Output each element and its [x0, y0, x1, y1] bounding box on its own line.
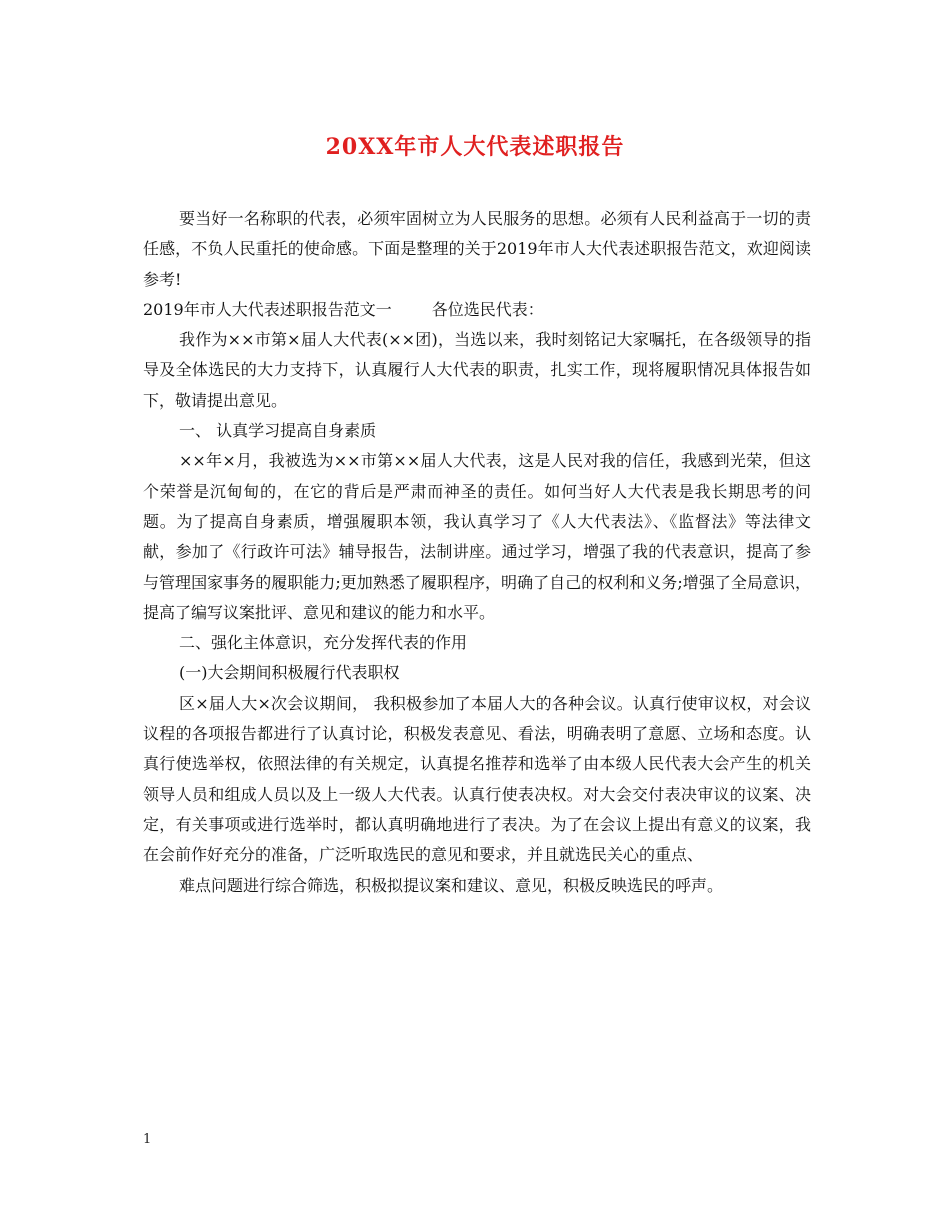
document-title: 20XX年市人大代表述职报告: [325, 134, 625, 160]
heading-line: [143, 295, 811, 325]
opening-paragraph: 我作为××市第×届人大代表(××团)，当选以来，我时刻铭记大家嘱托，在各级领导的指导及全体选民的大力支持下，认真履行人大代表的职责，扎实工作，现将履职情况具体报告如下，敬请提出意见。: [143, 330, 811, 410]
subsection-1-paragraph: 区×届人大×次会议期间， 我积极参加了本届人大的各种会议。认真行使审议权，对会议议程的各项报告都进行了认真讨论，积极发表意见、看法，明确表明了意愿、立场和态度。认真行使选举权，依照法律的有关规定，认真提名推荐和选举了由本级人民代表大会产生的机关领导人员和组成人员以及上一级人大代表。认真行使表决权。对大会交付表决审议的议案、决定，有关事项或进行选举时，都认真明确地进行了表决。为了在会议上提出有意义的议案，我在会前作好充分的准备，广泛听取选民的意见和要求，并且就选民关心的重点、: [143, 693, 811, 865]
intro-paragraph: 要当好一名称职的代表，必须牢固树立为人民服务的思想。必须有人民利益高于一切的责任感，不负人民重托的使命感。下面是整理的关于2019年市人大代表述职报告范文，欢迎阅读参考!: [143, 209, 811, 289]
subsection-heading-1: (一)大会期间积极履行代表职权: [179, 663, 400, 683]
section-heading-1: 一、 认真学习提高自身素质: [179, 421, 377, 441]
section-1-paragraph: ××年×月，我被选为××市第××届人大代表，这是人民对我的信任，我感到光荣，但这个荣誉是沉甸甸的，在它的背后是严肃而神圣的责任。如何当好人大代表是我长期思考的问题。为了提高自身素质，增强履职本领，我认真学习了《人大代表法》、《监督法》等法律文献，参加了《行政许可法》辅导报告，法制讲座。通过学习，增强了我的代表意识，提高了参与管理国家事务的履职能力;更加熟悉了履职程序，明确了自己的权利和义务;增强了全局意识，提高了编写议案批评、意见和建议的能力和水平。: [143, 451, 811, 622]
page-number: 1: [143, 1132, 152, 1147]
report-subtitle: 2019年市人大代表述职报告范文一: [143, 299, 392, 319]
section-heading-2: 二、强化主体意识，充分发挥代表的作用: [179, 633, 468, 653]
continuation-paragraph: 难点问题进行综合筛选，积极拟提议案和建议、意见，积极反映选民的呼声。: [179, 875, 724, 895]
document-body: [143, 204, 811, 901]
salutation: 各位选民代表：: [431, 299, 544, 319]
